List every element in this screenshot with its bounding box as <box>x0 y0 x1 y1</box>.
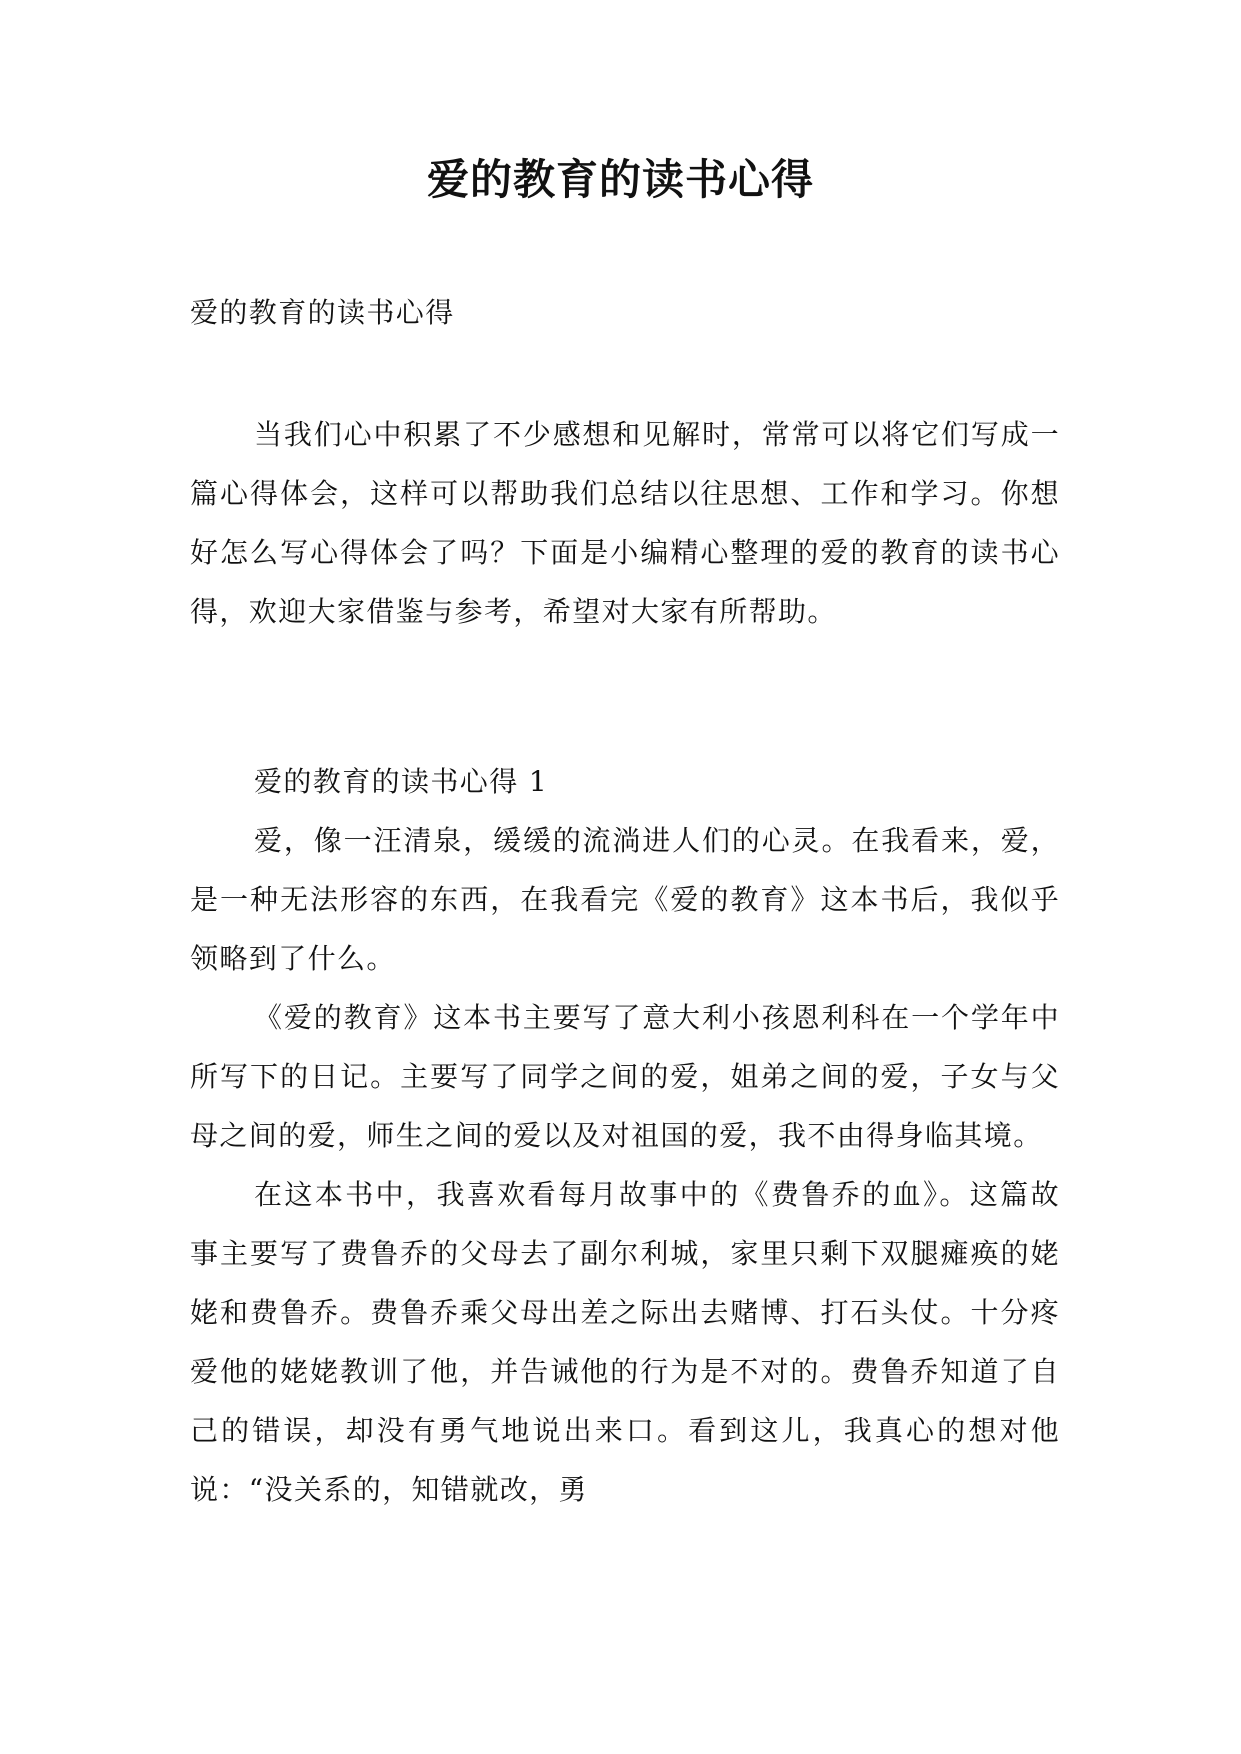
section-heading: 爱的教育的读书心得 1 <box>254 765 549 798</box>
document-title: 爱的教育的读书心得 <box>426 155 814 204</box>
paragraph-3: 在这本书中，我喜欢看每月故事中的《费鲁乔的血》。这篇故事主要写了费鲁乔的父母去了副尔利城，家里只剩下双腿瘫痪的姥姥和费鲁乔。费鲁乔乘父母出差之际出去赌博、打石头仗。十分疼爱他的姥姥教训了他，并告诫他的行为是不对的。费鲁乔知道了自己的错误，却没有勇气地说出来口。看到这儿，我真心的想对他说：“没关系的，知错就改，勇 <box>190 1178 1060 1506</box>
document-subtitle: 爱的教育的读书心得 <box>190 296 455 329</box>
paragraph-1: 爱，像一汪清泉，缓缓的流淌进人们的心灵。在我看来，爱，是一种无法形容的东西，在我看完《爱的教育》这本书后，我似乎领略到了什么。 <box>190 824 1060 975</box>
intro-paragraph: 当我们心中积累了不少感想和见解时，常常可以将它们写成一篇心得体会，这样可以帮助我们总结以往思想、工作和学习。你想好怎么写心得体会了吗？下面是小编精心整理的爱的教育的读书心得，欢迎大家借鉴与参考，希望对大家有所帮助。 <box>190 418 1060 628</box>
paragraph-2: 《爱的教育》这本书主要写了意大利小孩恩利科在一个学年中所写下的日记。主要写了同学之间的爱，姐弟之间的爱，子女与父母之间的爱，师生之间的爱以及对祖国的爱，我不由得身临其境。 <box>190 1001 1060 1152</box>
section-1 <box>190 752 1060 1519</box>
